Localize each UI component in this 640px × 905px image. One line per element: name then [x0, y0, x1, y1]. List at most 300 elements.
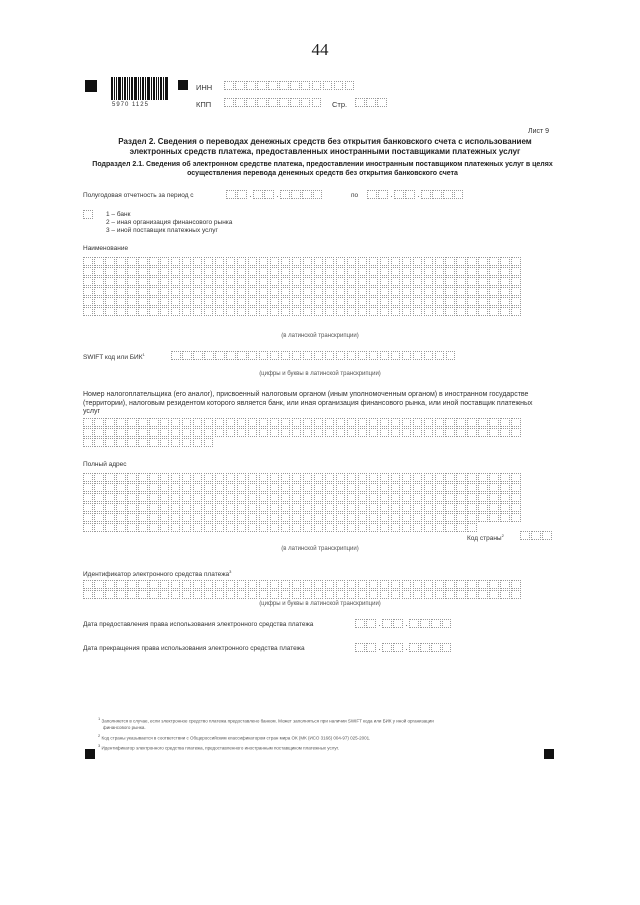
input-cell[interactable] [149, 513, 159, 522]
input-cell[interactable] [171, 503, 181, 512]
input-cell[interactable] [116, 297, 126, 306]
input-cell[interactable] [270, 483, 280, 492]
input-cell[interactable] [270, 418, 280, 427]
input-cell[interactable] [413, 503, 423, 512]
input-cell[interactable] [171, 297, 181, 306]
input-cell[interactable] [182, 418, 192, 427]
input-cell[interactable] [171, 523, 181, 532]
input-cell[interactable] [382, 619, 392, 628]
input-cell[interactable] [445, 428, 455, 437]
input-cell[interactable] [259, 513, 269, 522]
input-cell[interactable] [138, 438, 148, 447]
input-cell[interactable] [420, 619, 430, 628]
input-cell[interactable] [237, 428, 247, 437]
input-cell[interactable] [116, 438, 126, 447]
input-cell[interactable] [413, 418, 423, 427]
input-cell[interactable] [478, 473, 488, 482]
input-cell[interactable] [171, 257, 181, 266]
input-cell[interactable] [204, 418, 214, 427]
input-cell[interactable] [413, 483, 423, 492]
input-cell[interactable] [94, 438, 104, 447]
input-cell[interactable] [358, 503, 368, 512]
input-cell[interactable] [83, 287, 93, 296]
input-cell[interactable] [314, 297, 324, 306]
input-cell[interactable] [312, 98, 322, 107]
input-cell[interactable] [127, 513, 137, 522]
input-cell[interactable] [105, 287, 115, 296]
input-cell[interactable] [105, 277, 115, 286]
input-cell[interactable] [467, 257, 477, 266]
input-cell[interactable] [149, 418, 159, 427]
input-cell[interactable] [424, 307, 434, 316]
input-cell[interactable] [303, 513, 313, 522]
input-cell[interactable] [149, 438, 159, 447]
input-cell[interactable] [171, 473, 181, 482]
input-cell[interactable] [116, 287, 126, 296]
input-cell[interactable] [500, 428, 510, 437]
input-cell[interactable] [215, 590, 225, 599]
input-cell[interactable] [380, 580, 390, 589]
input-cell[interactable] [413, 428, 423, 437]
input-cell[interactable] [279, 98, 289, 107]
input-cell[interactable] [290, 98, 300, 107]
input-cell[interactable] [511, 580, 521, 589]
input-cell[interactable] [292, 473, 302, 482]
input-cell[interactable] [489, 257, 499, 266]
input-cell[interactable] [303, 523, 313, 532]
input-cell[interactable] [325, 267, 335, 276]
input-cell[interactable] [435, 307, 445, 316]
input-cell[interactable] [291, 190, 301, 199]
input-cell[interactable] [467, 307, 477, 316]
input-cell[interactable] [336, 590, 346, 599]
input-cell[interactable] [215, 351, 225, 360]
input-cell[interactable] [358, 473, 368, 482]
input-cell[interactable] [467, 277, 477, 286]
input-cell[interactable] [456, 297, 466, 306]
input-cell[interactable] [94, 503, 104, 512]
period-from-field[interactable] [226, 190, 324, 199]
input-cell[interactable] [456, 418, 466, 427]
input-cell[interactable] [171, 428, 181, 437]
input-cell[interactable] [467, 267, 477, 276]
input-cell[interactable] [138, 267, 148, 276]
input-cell[interactable] [369, 580, 379, 589]
input-cell[interactable] [456, 523, 466, 532]
input-cell[interactable] [511, 513, 521, 522]
input-cell[interactable] [270, 503, 280, 512]
input-cell[interactable] [224, 81, 234, 90]
input-cell[interactable] [366, 619, 376, 628]
input-cell[interactable] [237, 287, 247, 296]
input-cell[interactable] [445, 513, 455, 522]
input-cell[interactable] [391, 493, 401, 502]
input-cell[interactable] [270, 590, 280, 599]
input-cell[interactable] [237, 513, 247, 522]
input-cell[interactable] [456, 267, 466, 276]
input-cell[interactable] [456, 287, 466, 296]
input-cell[interactable] [314, 277, 324, 286]
input-cell[interactable] [116, 590, 126, 599]
input-cell[interactable] [259, 428, 269, 437]
input-cell[interactable] [204, 513, 214, 522]
input-cell[interactable] [248, 483, 258, 492]
input-cell[interactable] [182, 257, 192, 266]
input-cell[interactable] [511, 297, 521, 306]
input-cell[interactable] [160, 428, 170, 437]
input-cell[interactable] [281, 307, 291, 316]
input-cell[interactable] [193, 297, 203, 306]
input-cell[interactable] [259, 257, 269, 266]
input-cell[interactable] [478, 267, 488, 276]
input-cell[interactable] [489, 287, 499, 296]
input-cell[interactable] [182, 493, 192, 502]
input-cell[interactable] [391, 287, 401, 296]
input-cell[interactable] [500, 297, 510, 306]
input-cell[interactable] [478, 307, 488, 316]
input-cell[interactable] [424, 580, 434, 589]
input-cell[interactable] [149, 428, 159, 437]
input-cell[interactable] [83, 580, 93, 589]
input-cell[interactable] [325, 428, 335, 437]
input-cell[interactable] [456, 307, 466, 316]
input-cell[interactable] [435, 418, 445, 427]
input-cell[interactable] [511, 590, 521, 599]
input-cell[interactable] [226, 503, 236, 512]
input-cell[interactable] [224, 98, 234, 107]
input-cell[interactable] [226, 418, 236, 427]
input-cell[interactable] [366, 98, 376, 107]
input-cell[interactable] [226, 277, 236, 286]
input-cell[interactable] [83, 297, 93, 306]
input-cell[interactable] [445, 473, 455, 482]
input-cell[interactable] [94, 277, 104, 286]
input-cell[interactable] [424, 428, 434, 437]
input-cell[interactable] [336, 473, 346, 482]
input-cell[interactable] [303, 483, 313, 492]
input-cell[interactable] [94, 297, 104, 306]
input-cell[interactable] [358, 513, 368, 522]
input-cell[interactable] [248, 287, 258, 296]
input-cell[interactable] [193, 351, 203, 360]
input-cell[interactable] [302, 190, 312, 199]
input-cell[interactable] [204, 307, 214, 316]
input-cell[interactable] [413, 523, 423, 532]
input-cell[interactable] [380, 483, 390, 492]
input-cell[interactable] [413, 493, 423, 502]
input-cell[interactable] [380, 307, 390, 316]
input-cell[interactable] [160, 473, 170, 482]
input-cell[interactable] [445, 580, 455, 589]
input-cell[interactable] [467, 513, 477, 522]
input-cell[interactable] [226, 267, 236, 276]
input-cell[interactable] [105, 307, 115, 316]
input-cell[interactable] [292, 267, 302, 276]
input-cell[interactable] [94, 513, 104, 522]
input-cell[interactable] [325, 307, 335, 316]
input-cell[interactable] [226, 580, 236, 589]
input-cell[interactable] [237, 473, 247, 482]
input-cell[interactable] [138, 428, 148, 437]
input-cell[interactable] [391, 297, 401, 306]
input-cell[interactable] [380, 267, 390, 276]
input-cell[interactable] [237, 307, 247, 316]
input-cell[interactable] [138, 523, 148, 532]
input-cell[interactable] [182, 428, 192, 437]
input-cell[interactable] [127, 590, 137, 599]
input-cell[interactable] [281, 351, 291, 360]
input-cell[interactable] [259, 267, 269, 276]
input-cell[interactable] [83, 277, 93, 286]
input-cell[interactable] [94, 483, 104, 492]
input-cell[interactable] [347, 307, 357, 316]
input-cell[interactable] [413, 590, 423, 599]
input-cell[interactable] [435, 257, 445, 266]
input-cell[interactable] [237, 277, 247, 286]
input-cell[interactable] [270, 513, 280, 522]
input-cell[interactable] [358, 580, 368, 589]
input-cell[interactable] [237, 503, 247, 512]
input-cell[interactable] [182, 351, 192, 360]
input-cell[interactable] [369, 483, 379, 492]
input-cell[interactable] [281, 590, 291, 599]
input-cell[interactable] [94, 473, 104, 482]
input-cell[interactable] [369, 277, 379, 286]
input-cell[interactable] [435, 428, 445, 437]
input-cell[interactable] [358, 351, 368, 360]
input-cell[interactable] [259, 473, 269, 482]
input-cell[interactable] [313, 190, 323, 199]
input-cell[interactable] [402, 277, 412, 286]
input-cell[interactable] [171, 580, 181, 589]
input-cell[interactable] [511, 307, 521, 316]
input-cell[interactable] [478, 590, 488, 599]
input-cell[interactable] [138, 473, 148, 482]
input-cell[interactable] [116, 257, 126, 266]
input-cell[interactable] [424, 503, 434, 512]
input-cell[interactable] [489, 493, 499, 502]
input-cell[interactable] [489, 277, 499, 286]
input-cell[interactable] [442, 619, 452, 628]
input-cell[interactable] [325, 418, 335, 427]
input-cell[interactable] [83, 307, 93, 316]
input-cell[interactable] [94, 590, 104, 599]
input-cell[interactable] [402, 307, 412, 316]
input-cell[interactable] [171, 418, 181, 427]
input-cell[interactable] [347, 351, 357, 360]
input-cell[interactable] [402, 351, 412, 360]
input-cell[interactable] [171, 513, 181, 522]
input-cell[interactable] [456, 513, 466, 522]
input-cell[interactable] [292, 307, 302, 316]
input-cell[interactable] [149, 493, 159, 502]
input-cell[interactable] [105, 580, 115, 589]
input-cell[interactable] [149, 580, 159, 589]
input-cell[interactable] [270, 428, 280, 437]
input-cell[interactable] [358, 418, 368, 427]
input-cell[interactable] [314, 257, 324, 266]
input-cell[interactable] [358, 523, 368, 532]
input-cell[interactable] [445, 503, 455, 512]
input-cell[interactable] [456, 493, 466, 502]
input-cell[interactable] [402, 590, 412, 599]
input-cell[interactable] [336, 428, 346, 437]
input-cell[interactable] [149, 307, 159, 316]
swift-field[interactable] [171, 351, 457, 360]
input-cell[interactable] [215, 493, 225, 502]
input-cell[interactable] [489, 513, 499, 522]
input-cell[interactable] [138, 590, 148, 599]
provider-type-field[interactable] [83, 210, 94, 219]
input-cell[interactable] [204, 351, 214, 360]
input-cell[interactable] [83, 257, 93, 266]
input-cell[interactable] [369, 257, 379, 266]
input-cell[interactable] [325, 287, 335, 296]
input-cell[interactable] [160, 297, 170, 306]
input-cell[interactable] [160, 580, 170, 589]
input-cell[interactable] [138, 297, 148, 306]
input-cell[interactable] [105, 523, 115, 532]
input-cell[interactable] [511, 257, 521, 266]
address-field[interactable] [83, 473, 522, 532]
input-cell[interactable] [367, 190, 377, 199]
input-cell[interactable] [402, 580, 412, 589]
input-cell[interactable] [500, 473, 510, 482]
input-cell[interactable] [193, 418, 203, 427]
input-cell[interactable] [369, 523, 379, 532]
input-cell[interactable] [347, 483, 357, 492]
input-cell[interactable] [369, 513, 379, 522]
input-cell[interactable] [391, 428, 401, 437]
input-cell[interactable] [253, 190, 263, 199]
input-cell[interactable] [478, 503, 488, 512]
input-cell[interactable] [237, 580, 247, 589]
input-cell[interactable] [259, 590, 269, 599]
input-cell[interactable] [204, 493, 214, 502]
input-cell[interactable] [380, 513, 390, 522]
input-cell[interactable] [215, 483, 225, 492]
input-cell[interactable] [248, 418, 258, 427]
input-cell[interactable] [204, 483, 214, 492]
input-cell[interactable] [127, 257, 137, 266]
input-cell[interactable] [334, 81, 344, 90]
input-cell[interactable] [116, 523, 126, 532]
input-cell[interactable] [171, 277, 181, 286]
input-cell[interactable] [336, 418, 346, 427]
input-cell[interactable] [292, 428, 302, 437]
input-cell[interactable] [171, 590, 181, 599]
input-cell[interactable] [336, 297, 346, 306]
input-cell[interactable] [149, 267, 159, 276]
input-cell[interactable] [94, 257, 104, 266]
input-cell[interactable] [204, 257, 214, 266]
input-cell[interactable] [347, 493, 357, 502]
input-cell[interactable] [413, 257, 423, 266]
input-cell[interactable] [127, 503, 137, 512]
input-cell[interactable] [511, 428, 521, 437]
input-cell[interactable] [116, 473, 126, 482]
input-cell[interactable] [391, 503, 401, 512]
input-cell[interactable] [116, 277, 126, 286]
input-cell[interactable] [259, 580, 269, 589]
input-cell[interactable] [402, 418, 412, 427]
input-cell[interactable] [116, 483, 126, 492]
input-cell[interactable] [435, 503, 445, 512]
input-cell[interactable] [237, 297, 247, 306]
input-cell[interactable] [314, 351, 324, 360]
input-cell[interactable] [500, 483, 510, 492]
input-cell[interactable] [336, 523, 346, 532]
input-cell[interactable] [456, 590, 466, 599]
input-cell[interactable] [281, 418, 291, 427]
input-cell[interactable] [116, 418, 126, 427]
input-cell[interactable] [402, 503, 412, 512]
end-date-field[interactable] [355, 643, 453, 652]
input-cell[interactable] [215, 297, 225, 306]
input-cell[interactable] [336, 503, 346, 512]
input-cell[interactable] [478, 297, 488, 306]
input-cell[interactable] [237, 257, 247, 266]
input-cell[interactable] [380, 503, 390, 512]
input-cell[interactable] [489, 473, 499, 482]
input-cell[interactable] [171, 267, 181, 276]
input-cell[interactable] [314, 503, 324, 512]
input-cell[interactable] [478, 483, 488, 492]
input-cell[interactable] [467, 503, 477, 512]
input-cell[interactable] [336, 483, 346, 492]
input-cell[interactable] [193, 513, 203, 522]
input-cell[interactable] [160, 257, 170, 266]
input-cell[interactable] [391, 307, 401, 316]
input-cell[interactable] [358, 590, 368, 599]
input-cell[interactable] [445, 267, 455, 276]
input-cell[interactable] [380, 277, 390, 286]
input-cell[interactable] [94, 493, 104, 502]
period-to-field[interactable] [367, 190, 465, 199]
input-cell[interactable] [314, 523, 324, 532]
input-cell[interactable] [489, 307, 499, 316]
input-cell[interactable] [314, 418, 324, 427]
input-cell[interactable] [424, 267, 434, 276]
input-cell[interactable] [182, 483, 192, 492]
input-cell[interactable] [303, 287, 313, 296]
input-cell[interactable] [270, 523, 280, 532]
input-cell[interactable] [105, 418, 115, 427]
input-cell[interactable] [281, 580, 291, 589]
input-cell[interactable] [325, 493, 335, 502]
input-cell[interactable] [478, 493, 488, 502]
input-cell[interactable] [489, 580, 499, 589]
input-cell[interactable] [369, 267, 379, 276]
input-cell[interactable] [193, 277, 203, 286]
input-cell[interactable] [215, 307, 225, 316]
input-cell[interactable] [402, 428, 412, 437]
input-cell[interactable] [160, 418, 170, 427]
input-cell[interactable] [435, 493, 445, 502]
input-cell[interactable] [226, 493, 236, 502]
input-cell[interactable] [445, 277, 455, 286]
input-cell[interactable] [237, 483, 247, 492]
input-cell[interactable] [435, 513, 445, 522]
input-cell[interactable] [281, 493, 291, 502]
input-cell[interactable] [511, 493, 521, 502]
input-cell[interactable] [171, 493, 181, 502]
input-cell[interactable] [435, 287, 445, 296]
input-cell[interactable] [347, 428, 357, 437]
input-cell[interactable] [248, 473, 258, 482]
input-cell[interactable] [435, 483, 445, 492]
input-cell[interactable] [489, 503, 499, 512]
